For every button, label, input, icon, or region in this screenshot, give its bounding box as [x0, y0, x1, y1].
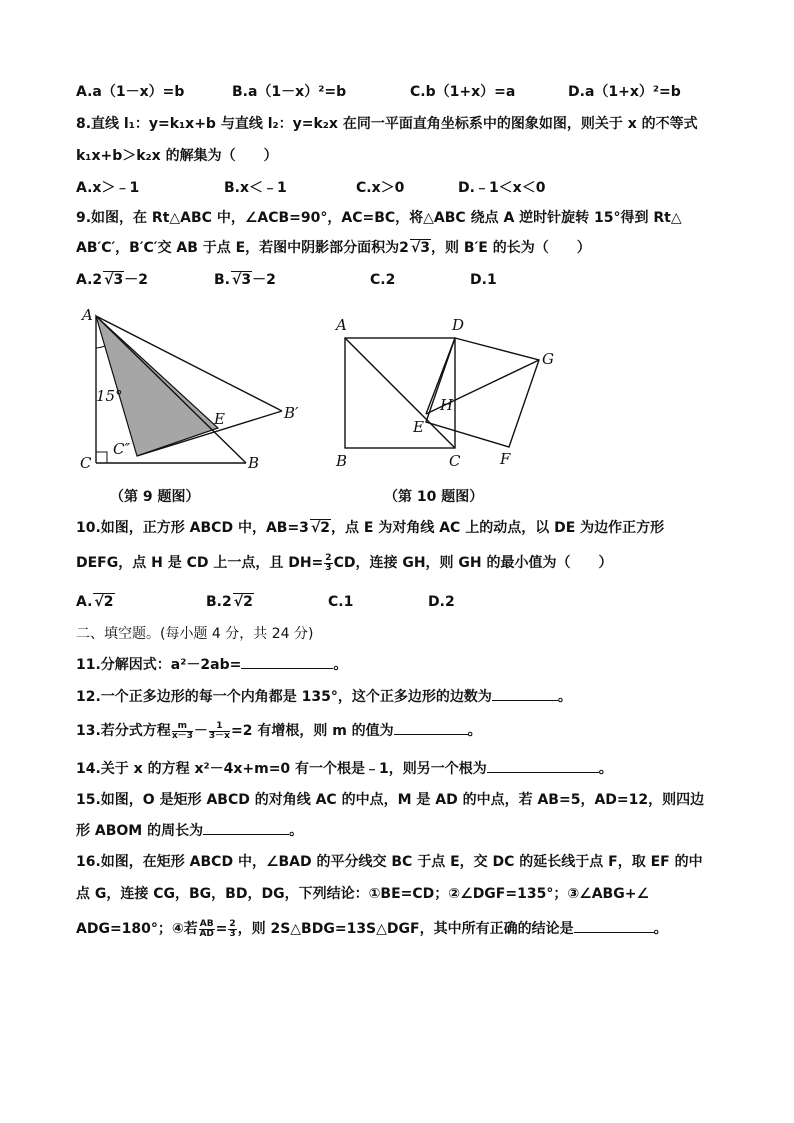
fig10-label-g: G	[542, 350, 554, 368]
fig9-label-a: A	[82, 306, 93, 324]
fig9-label-c-prime: C″	[113, 440, 131, 458]
q9-option-d: D.1	[470, 272, 497, 288]
fig10-label-h: H	[440, 396, 454, 414]
q9-line2	[76, 238, 591, 258]
q9-option-a: A.2 √3－2	[76, 272, 148, 288]
q8-option-b: B.x＜﹣1	[224, 180, 287, 196]
q8-option-d: D.﹣1＜x＜0	[458, 180, 546, 196]
q7-option-d: D.a（1+x）²=b	[568, 84, 681, 100]
q12-answer-blank[interactable]	[492, 686, 558, 701]
q13-answer-blank[interactable]	[394, 720, 468, 735]
q15-line1: 15.如图，O 是矩形 ABCD 的对角线 AC 的中点，M 是 AD 的中点，若 AB=5，AD=12，则四边	[76, 792, 705, 808]
fig9-shaded-region	[96, 316, 218, 456]
fig9-label-c: C	[80, 454, 92, 472]
fig10-caption: （第 10 题图）	[384, 489, 484, 505]
q10-option-a: A. √2	[76, 594, 114, 610]
q15-answer-blank[interactable]	[203, 820, 289, 835]
q9-line2-b: ，则 B′E 的长为（ ）	[431, 240, 591, 256]
fig10-label-a: A	[336, 316, 347, 334]
fig9-caption: （第 9 题图）	[110, 489, 200, 505]
fig10-label-e: E	[413, 418, 424, 436]
q9-line2-a: AB′C′，B′C′交 AB 于点 E，若图中阴影部分面积为2	[76, 240, 409, 256]
q13: 13.若分式方程 $\frac{m}{x-3}$ － $\frac{1}{3-x}$ =2 有增根，则 m 的值为 。	[76, 720, 482, 741]
fig10-label-d: D	[452, 316, 465, 334]
q16-answer-blank[interactable]	[574, 918, 654, 933]
fig10-square-defg	[426, 338, 539, 447]
fig9-label-angle: 15°	[96, 387, 123, 405]
fig10-label-c: C	[449, 452, 461, 470]
fig9-angle-arc	[96, 346, 105, 348]
fig10-label-b: B	[336, 452, 348, 470]
q9-line1: 9.如图，在 Rt△ABC 中，∠ACB=90°，AC=BC，将△ABC 绕点 A 逆时针旋转 15°得到 Rt△	[76, 210, 682, 226]
q11-answer-blank[interactable]	[241, 654, 333, 669]
fig9-label-b: B	[248, 454, 260, 472]
q16-line2: 点 G，连接 CG，BG，BD，DG，下列结论：①BE=CD；②∠DGF=135°；③∠ABG+∠	[76, 886, 650, 902]
fig10-label-f: F	[500, 450, 511, 468]
fig9-right-angle-mark	[96, 452, 107, 463]
q9-area-sqrt: √3	[410, 240, 431, 256]
q8-option-a: A.x＞﹣1	[76, 180, 140, 196]
q7-option-a: A.a（1－x）=b	[76, 84, 185, 100]
q10-option-d: D.2	[428, 594, 455, 610]
q16-line3: ADG=180°；④若 $\frac{AB}{AD}$ = $\frac{2}{3}$ ，则 2S△BDG=13S△DGF，其中所有正确的结论是 。	[76, 918, 668, 939]
q11: 11.分解因式：a²－2ab= 。	[76, 654, 347, 675]
q14: 14.关于 x 的方程 x²－4x+m=0 有一个根是﹣1，则另一个根为 。	[76, 758, 613, 779]
q16-line1: 16.如图，在矩形 ABCD 中，∠BAD 的平分线交 BC 于点 E，交 DC 的延长线于点 F，取 EF 的中	[76, 854, 703, 870]
q9-option-b: B. √3－2	[214, 272, 276, 288]
q7-option-b: B.a（1－x）²=b	[232, 84, 347, 100]
q10-option-c: C.1	[328, 594, 354, 610]
q10-line2: DEFG，点 H 是 CD 上一点，且 DH= $\frac{2}{3}$ CD，连接 GH，则 GH 的最小值为（ ）	[76, 552, 613, 573]
fig9-label-b-prime: B′	[284, 404, 299, 422]
q9-option-c: C.2	[370, 272, 396, 288]
q8-line1: 8.直线 l₁：y=k₁x+b 与直线 l₂：y=k₂x 在同一平面直角坐标系中的图象如图，则关于 x 的不等式	[76, 116, 698, 132]
q12: 12.一个正多边形的每一个内角都是 135°，这个正多边形的边数为 。	[76, 686, 572, 707]
section-2-heading: 二、填空题。(每小题 4 分，共 24 分)	[76, 626, 314, 642]
q10-option-b: B.2 √2	[206, 594, 253, 610]
q10-fraction: $\frac{2}{3}$	[325, 552, 332, 573]
fig10-diagonal-ac	[345, 338, 455, 448]
q15-line2: 形 ABOM 的周长为 。	[76, 820, 303, 841]
q8-option-c: C.x＞0	[356, 180, 405, 196]
q14-answer-blank[interactable]	[487, 758, 599, 773]
q7-option-c: C.b（1+x）=a	[410, 84, 516, 100]
q10-line1: 10.如图，正方形 ABCD 中，AB=3 √2，点 E 为对角线 AC 上的动点，以 DE 为边作正方形	[76, 520, 665, 536]
fig9-label-e: E	[214, 410, 225, 428]
q8-line2: k₁x+b＞k₂x 的解集为（ ）	[76, 148, 278, 164]
